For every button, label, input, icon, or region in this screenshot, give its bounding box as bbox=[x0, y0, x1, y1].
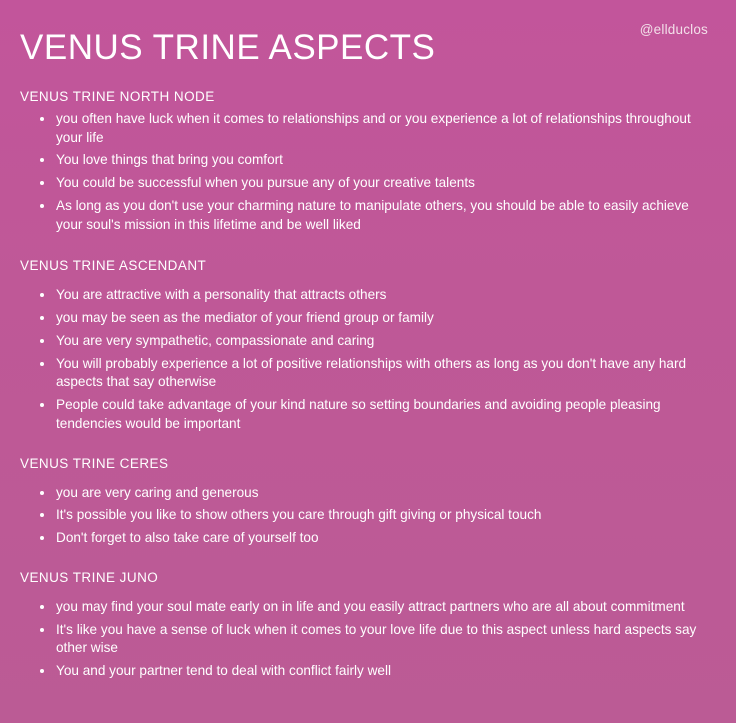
bullet-list bbox=[20, 598, 716, 681]
list-item: As long as you don't use your charming nature to manipulate others, you should be able to easily achieve your soul's mission in this lifetime and be well liked bbox=[38, 197, 716, 235]
section-heading: VENUS TRINE NORTH NODE bbox=[20, 88, 215, 104]
list-item: you may find your soul mate early on in life and you easily attract partners who are all about commitment bbox=[38, 598, 716, 617]
section-venus-trine-ceres bbox=[20, 456, 716, 548]
list-item: It's like you have a sense of luck when it comes to your love life due to this aspect unless hard aspects say other wise bbox=[38, 621, 716, 659]
list-item: It's possible you like to show others you care through gift giving or physical touch bbox=[38, 506, 716, 525]
section-heading: VENUS TRINE JUNO bbox=[20, 569, 159, 585]
list-item: Don't forget to also take care of yourself too bbox=[38, 529, 716, 548]
list-item: you are very caring and generous bbox=[38, 484, 716, 503]
list-item: You are very sympathetic, compassionate and caring bbox=[38, 332, 716, 351]
page-title: VENUS TRINE ASPECTS bbox=[20, 28, 436, 67]
section-heading: VENUS TRINE ASCENDANT bbox=[20, 258, 207, 274]
bullet-list bbox=[20, 286, 716, 433]
list-item: you may be seen as the mediator of your friend group or family bbox=[38, 309, 716, 328]
author-handle: @ellduclos bbox=[639, 22, 708, 37]
list-item: You are attractive with a personality that attracts others bbox=[38, 286, 716, 305]
section-heading: VENUS TRINE CERES bbox=[20, 455, 169, 471]
list-item: You love things that bring you comfort bbox=[38, 151, 716, 170]
list-item: You and your partner tend to deal with conflict fairly well bbox=[38, 662, 716, 681]
section-venus-trine-north-node bbox=[20, 89, 716, 235]
section-venus-trine-ascendant bbox=[20, 258, 716, 433]
bullet-list bbox=[20, 484, 716, 548]
list-item: You will probably experience a lot of positive relationships with others as long as you don't have any hard aspects that say otherwise bbox=[38, 355, 716, 393]
bullet-list bbox=[20, 110, 716, 235]
list-item: People could take advantage of your kind nature so setting boundaries and avoiding people pleasing tendencies would be important bbox=[38, 396, 716, 434]
list-item: you often have luck when it comes to relationships and or you experience a lot of relationships throughout your life bbox=[38, 110, 716, 148]
list-item: You could be successful when you pursue any of your creative talents bbox=[38, 174, 716, 193]
section-venus-trine-juno bbox=[20, 570, 716, 681]
